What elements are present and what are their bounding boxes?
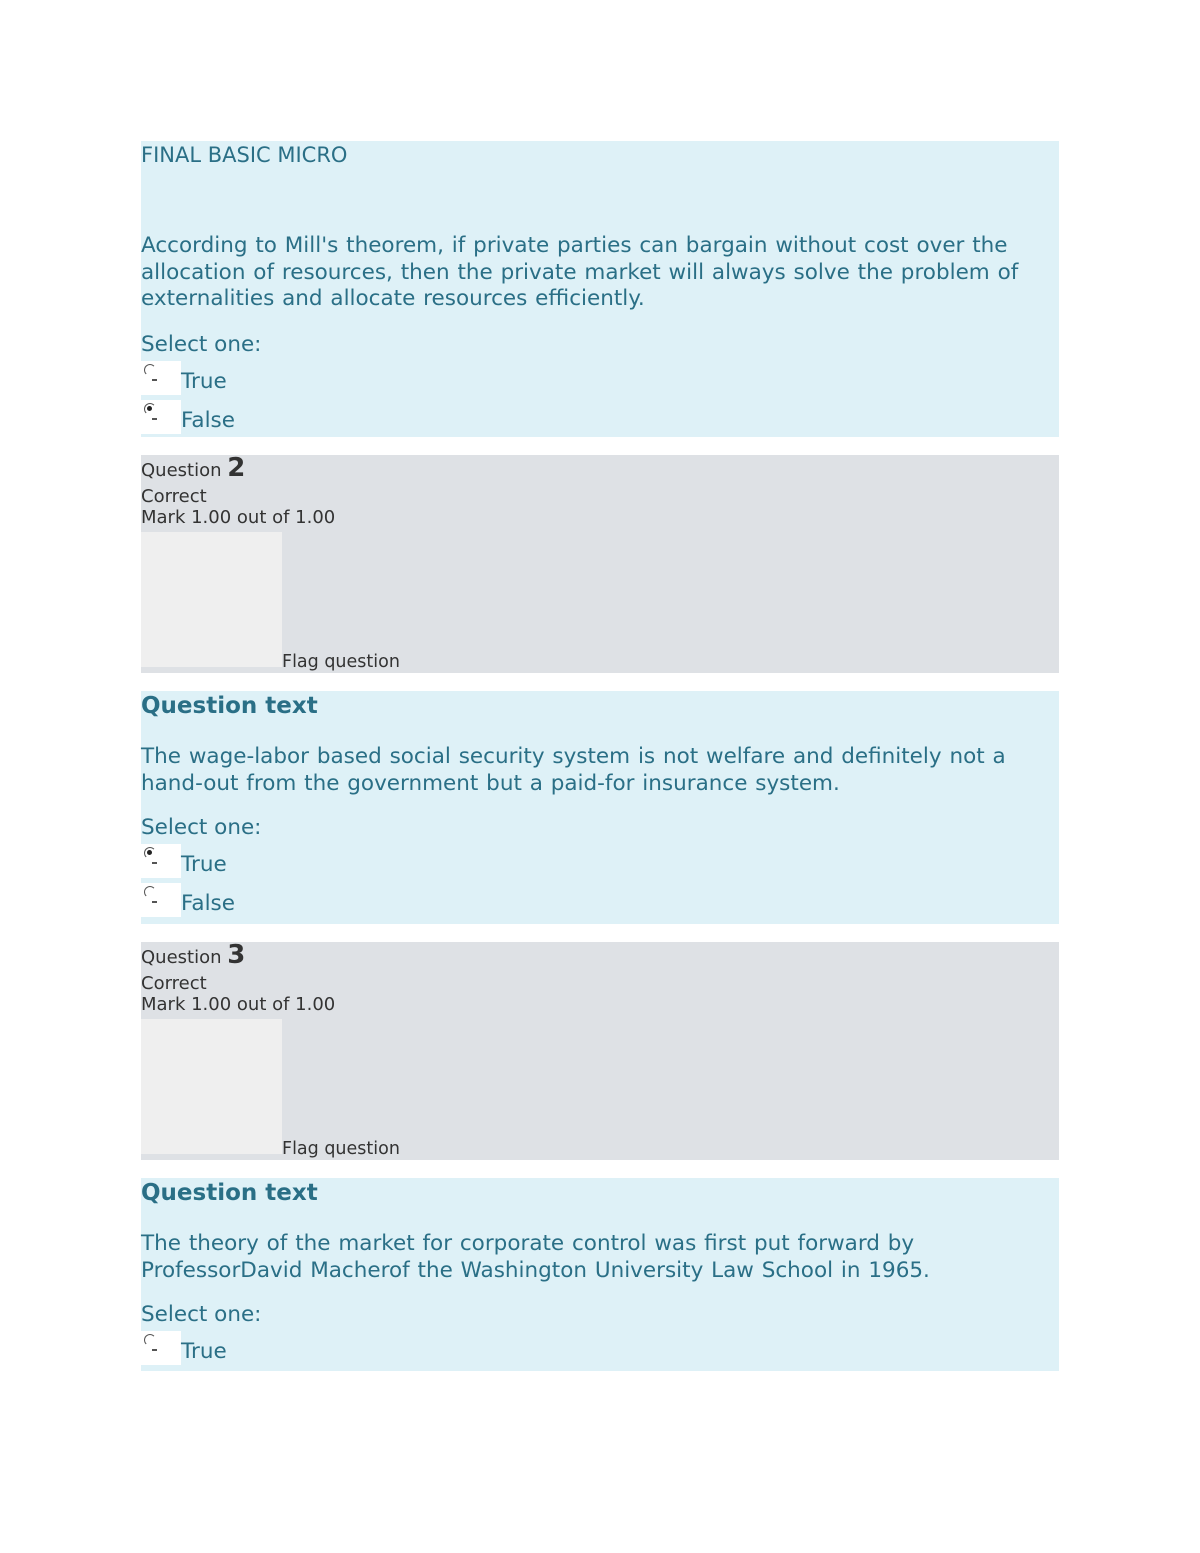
question-1-prompt: According to Mill's theorem, if private parties can bargain without cost over the allocation of resources, then the private market will always solve the problem of externalities and allocate resources efficiently.	[141, 233, 1019, 311]
question-2-prompt: The wage-labor based social security system is not welfare and definitely not a hand-out from the government but a paid-for insurance system.	[141, 744, 1006, 796]
radio-unchecked-icon	[144, 1334, 156, 1346]
question-2-select-label: Select one:	[141, 815, 262, 840]
question-2-heading: Question text	[141, 693, 318, 719]
radio-unchecked-icon	[144, 364, 156, 376]
radio-mark-icon	[152, 1349, 157, 1351]
radio-checked-icon	[144, 847, 156, 859]
question-1-option-false[interactable]	[141, 397, 1059, 436]
flag-icon-placeholder[interactable]	[141, 1019, 282, 1154]
option-label-true: True	[181, 368, 227, 394]
document-title: FINAL BASIC MICRO	[141, 143, 348, 167]
question-number: 2	[227, 453, 246, 483]
question-3-flag-button[interactable]: Flag question	[282, 1139, 400, 1159]
question-word: Question	[141, 947, 222, 968]
question-number: 3	[227, 940, 246, 970]
question-2-number-line	[141, 453, 246, 483]
option-label-true: True	[181, 1339, 227, 1364]
flag-icon-placeholder[interactable]	[141, 532, 282, 667]
question-3-info	[141, 942, 1059, 1160]
question-2-option-false[interactable]	[141, 880, 1059, 919]
radio-checked-icon	[144, 403, 156, 415]
radio-mark-icon	[152, 418, 157, 420]
question-1-select-label: Select one:	[141, 331, 262, 357]
radio-mark-icon	[152, 379, 157, 381]
option-label-false: False	[181, 891, 235, 916]
radio-mark-icon	[152, 862, 157, 864]
question-3-number-line	[141, 940, 246, 970]
question-3-heading: Question text	[141, 1180, 318, 1206]
radio-button-false[interactable]	[141, 883, 181, 917]
radio-button-false[interactable]	[141, 400, 181, 434]
question-word: Question	[141, 460, 222, 481]
radio-mark-icon	[152, 901, 157, 903]
question-2-info	[141, 455, 1059, 673]
question-3-prompt: The theory of the market for corporate control was first put forward by ProfessorDavid Macherof the Washington University Law School in 1965.	[141, 1231, 930, 1283]
question-3-select-label: Select one:	[141, 1302, 262, 1327]
question-2-mark: Mark 1.00 out of 1.00	[141, 507, 336, 528]
question-1-text-block	[141, 141, 1059, 437]
option-label-false: False	[181, 407, 235, 433]
quiz-page	[141, 141, 1059, 1371]
radio-button-true[interactable]	[141, 1331, 181, 1365]
question-1-option-true[interactable]	[141, 358, 1059, 397]
question-2-text-block	[141, 691, 1059, 924]
question-2-flag-button[interactable]: Flag question	[282, 652, 400, 672]
question-3-text-block	[141, 1178, 1059, 1371]
question-3-mark: Mark 1.00 out of 1.00	[141, 994, 336, 1015]
question-2-option-true[interactable]	[141, 841, 1059, 880]
question-2-status: Correct	[141, 486, 207, 507]
radio-button-true[interactable]	[141, 361, 181, 395]
question-3-status: Correct	[141, 973, 207, 994]
radio-unchecked-icon	[144, 886, 156, 898]
option-label-true: True	[181, 852, 227, 877]
question-3-option-true[interactable]	[141, 1328, 1059, 1367]
radio-button-true[interactable]	[141, 844, 181, 878]
